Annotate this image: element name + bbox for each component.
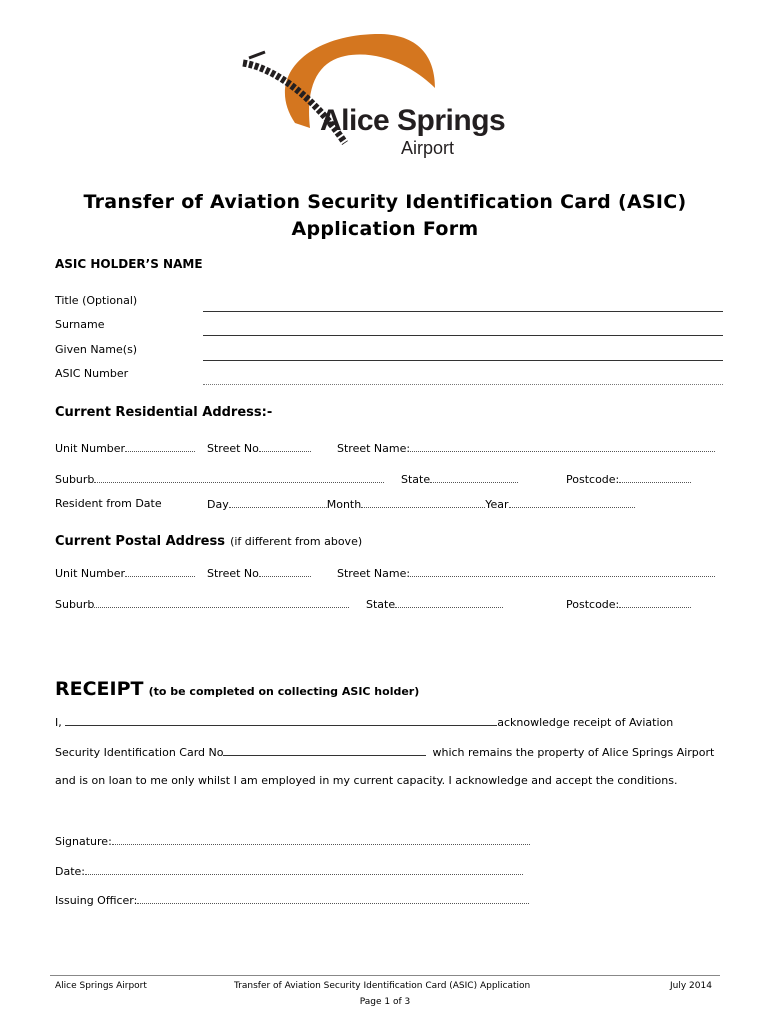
resident-month-input[interactable] [361,497,485,508]
resident-from-label: Resident from Date [55,497,162,510]
postal-postcode-input[interactable] [619,597,691,608]
field-label-given-names: Given Name(s) [55,343,138,356]
postal-suburb-input[interactable] [94,597,349,608]
residential-street-no-field[interactable]: Street No [207,441,311,455]
postal-heading: Current Postal Address (if different from above) [55,534,363,549]
postal-street-no-field[interactable]: Street No [207,566,311,580]
resident-year-input[interactable] [509,497,635,508]
swoosh-graphic [235,28,535,163]
footer-right: July 2014 [670,981,712,991]
receipt-line-3: and is on loan to me only whilst I am employed in my current capacity. I acknowledge and accept the conditions. [55,774,678,787]
field-label-title: Title (Optional) [55,294,138,307]
field-label-surname: Surname [55,318,105,331]
postal-state-field[interactable]: State [366,597,503,611]
holder-heading: ASIC HOLDER’S NAME [55,257,203,271]
footer-center: Transfer of Aviation Security Identification Card (ASIC) Application [234,981,531,991]
title-input-line[interactable] [203,311,723,312]
postal-street-no-input[interactable] [259,566,311,577]
residential-state-field[interactable]: State [401,472,518,486]
form-title-line2: Application Form [291,218,479,240]
date-field[interactable]: Date: [55,864,523,878]
residential-suburb-input[interactable] [94,472,384,483]
footer-divider [50,975,720,976]
postal-street-name-input[interactable] [410,566,715,577]
receipt-line-2: Security Identification Card No which remains the property of Alice Springs Airport [55,746,715,759]
date-input[interactable] [85,864,523,875]
postal-suburb-field[interactable]: Suburb [55,597,349,611]
residential-unit-field[interactable]: Unit Number [55,441,195,455]
issuing-officer-input[interactable] [137,893,529,904]
asic-number-input-line[interactable] [203,384,723,385]
residential-state-input[interactable] [430,472,518,483]
postal-postcode-field[interactable]: Postcode: [566,597,691,611]
receipt-line-1: I, acknowledge receipt of Aviation [55,716,674,729]
resident-date-field[interactable]: Day Month Year [207,497,635,511]
signature-field[interactable]: Signature: [55,834,530,848]
signature-input[interactable] [112,834,530,845]
residential-suburb-field[interactable]: Suburb [55,472,384,486]
logo [235,28,535,163]
page-number: Page 1 of 3 [359,997,411,1007]
logo-brand: Alice Springs [320,104,506,137]
given-names-input-line[interactable] [203,360,723,361]
receipt-card-no-input[interactable] [223,745,426,756]
postal-unit-field[interactable]: Unit Number [55,566,195,580]
resident-day-input[interactable] [229,497,327,508]
field-label-asic-number: ASIC Number [55,367,129,380]
postal-unit-input[interactable] [125,566,195,577]
postal-state-input[interactable] [395,597,503,608]
residential-heading: Current Residential Address:- [55,405,273,420]
logo-sub: Airport [401,138,455,158]
residential-unit-input[interactable] [125,441,195,452]
receipt-heading: RECEIPT (to be completed on collecting ASIC holder) [55,678,420,700]
residential-postcode-input[interactable] [619,472,691,483]
issuing-officer-field[interactable]: Issuing Officer: [55,893,529,907]
form-title-line1: Transfer of Aviation Security Identification Card (ASIC) [83,191,687,213]
surname-input-line[interactable] [203,335,723,336]
footer-left: Alice Springs Airport [55,981,147,991]
residential-postcode-field[interactable]: Postcode: [566,472,691,486]
postal-street-name-field[interactable]: Street Name: [337,566,715,580]
residential-street-no-input[interactable] [259,441,311,452]
receipt-name-input[interactable] [65,715,497,726]
residential-street-name-input[interactable] [410,441,715,452]
residential-street-name-field[interactable]: Street Name: [337,441,715,455]
